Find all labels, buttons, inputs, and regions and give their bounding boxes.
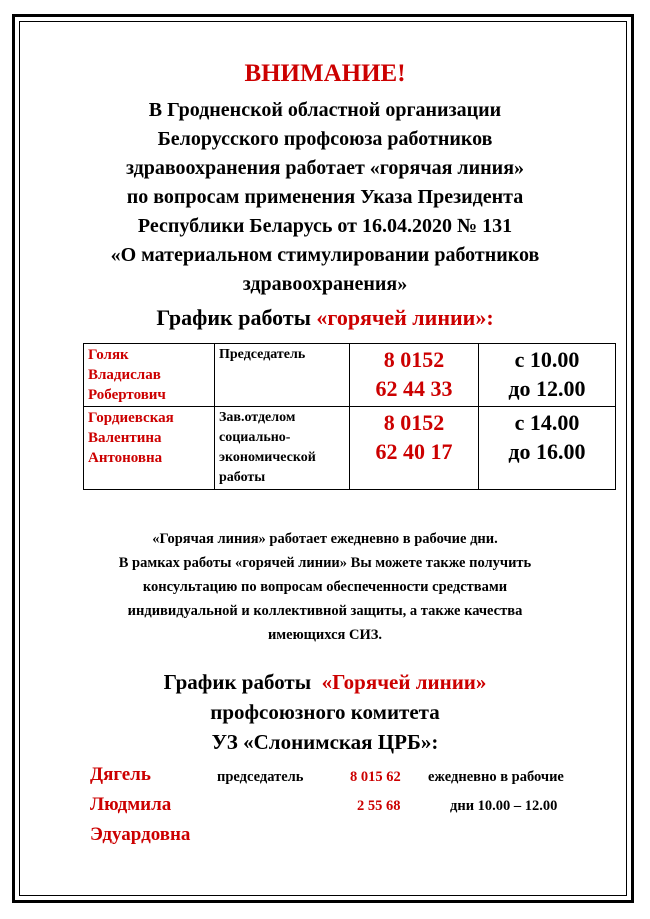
time-cell bbox=[479, 344, 616, 407]
contact-phone-line: 2 55 68 bbox=[357, 798, 401, 814]
phone-line: 8 0152 bbox=[383, 347, 445, 372]
contact-schedule-line: ежедневно в рабочие bbox=[428, 769, 564, 785]
time-line: с 10.00 bbox=[514, 347, 580, 372]
intro-line: В Гродненской областной организации bbox=[148, 99, 502, 121]
schedule-heading-prefix: График работы bbox=[156, 305, 311, 330]
role-line: социально- bbox=[219, 430, 291, 445]
committee-schedule-heading bbox=[0, 667, 650, 757]
name-line: Валентина bbox=[88, 430, 162, 446]
role-line: Зав.отделом bbox=[219, 410, 296, 425]
contact-role: председатель bbox=[217, 769, 304, 785]
info-line: консультацию по вопросам обеспеченности средствами bbox=[142, 579, 508, 595]
name-line: Робертович bbox=[88, 387, 166, 403]
role-line: Председатель bbox=[219, 347, 306, 362]
intro-paragraph bbox=[0, 96, 650, 299]
phone-line: 62 44 33 bbox=[375, 376, 453, 401]
hotline-table bbox=[83, 343, 616, 490]
time-line: с 14.00 bbox=[514, 410, 580, 435]
info-line: индивидуальной и коллективной защиты, а также качества bbox=[127, 603, 523, 619]
table-row bbox=[84, 344, 616, 407]
name-line: Владислав bbox=[88, 367, 161, 383]
info-line: В рамках работы «горячей линии» Вы можете также получить bbox=[118, 555, 532, 571]
role-line: экономической bbox=[219, 450, 316, 465]
committee-heading-line: УЗ «Слонимская ЦРБ»: bbox=[211, 730, 439, 754]
phone-cell bbox=[350, 407, 479, 490]
info-line: «Горячая линия» работает ежедневно в рабочие дни. bbox=[152, 531, 498, 547]
contact-schedule-line: дни 10.00 – 12.00 bbox=[450, 798, 558, 814]
committee-heading-prefix: График работы bbox=[163, 670, 312, 694]
phone-line: 62 40 17 bbox=[375, 439, 453, 464]
intro-line: здравоохранения работает «горячая линия» bbox=[125, 157, 525, 179]
schedule-heading bbox=[0, 305, 650, 331]
phone-line: 8 0152 bbox=[383, 410, 445, 435]
committee-heading-line: профсоюзного комитета bbox=[210, 700, 440, 724]
intro-line: здравоохранения» bbox=[242, 273, 408, 295]
role-line: работы bbox=[219, 470, 266, 485]
name-line: Антоновна bbox=[88, 450, 163, 466]
committee-heading-highlight: «Горячей линии» bbox=[321, 670, 487, 694]
time-line: до 12.00 bbox=[508, 376, 586, 401]
contact-name-cell bbox=[84, 344, 215, 407]
schedule-heading-highlight: «горячей линии»: bbox=[316, 305, 494, 330]
contact-name-line: Дягель bbox=[90, 764, 151, 785]
info-paragraph bbox=[0, 527, 650, 647]
contact-name-cell bbox=[84, 407, 215, 490]
info-line: имеющихся СИЗ. bbox=[267, 627, 383, 643]
table-row bbox=[84, 407, 616, 490]
time-line: до 16.00 bbox=[508, 439, 586, 464]
intro-line: Белорусского профсоюза работников bbox=[157, 128, 493, 150]
role-cell bbox=[215, 407, 350, 490]
name-line: Гордиевская bbox=[88, 410, 174, 426]
contact-name-line: Людмила bbox=[90, 794, 172, 815]
notice-title: ВНИМАНИЕ! bbox=[244, 60, 406, 87]
contact-phone-line: 8 015 62 bbox=[350, 769, 401, 785]
name-line: Голяк bbox=[88, 347, 129, 363]
role-cell bbox=[215, 344, 350, 407]
intro-line: по вопросам применения Указа Президента bbox=[126, 186, 524, 208]
intro-line: Республики Беларусь от 16.04.2020 № 131 bbox=[137, 215, 513, 237]
phone-cell bbox=[350, 344, 479, 407]
contact-name-line: Эдуардовна bbox=[90, 824, 191, 845]
intro-line: «О материальном стимулировании работников bbox=[110, 244, 540, 266]
time-cell bbox=[479, 407, 616, 490]
